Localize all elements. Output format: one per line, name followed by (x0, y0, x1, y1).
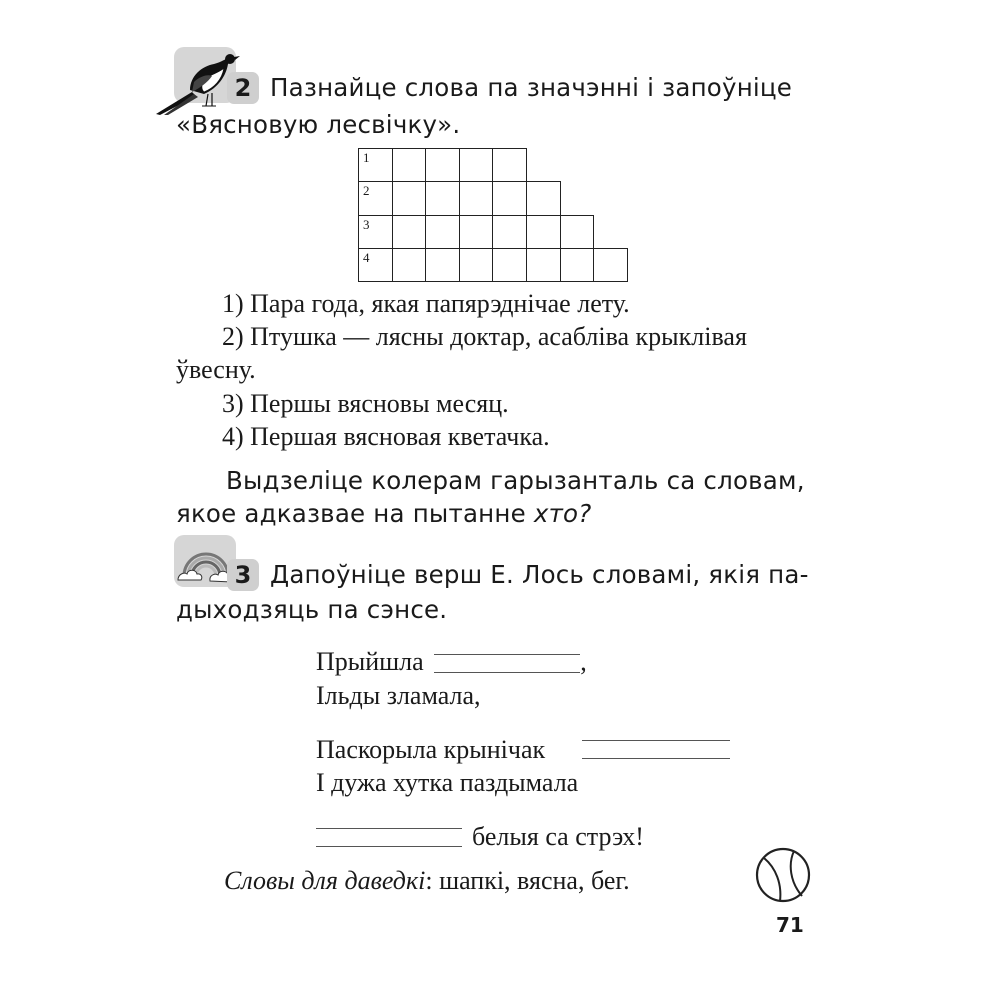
hint-line (224, 864, 630, 897)
ball-icon (754, 846, 812, 904)
poem-line1-comma: , (580, 647, 587, 676)
task2-title-line1: Пазнайце слова па значэнні і запоўніце (270, 73, 793, 102)
crossword-cell[interactable] (426, 182, 460, 215)
clue-2-continued: ўвесну. (176, 355, 256, 384)
hint-label: Словы для даведкі (224, 866, 426, 895)
poem-line-1 (316, 645, 587, 678)
crossword-empty-space (560, 182, 594, 215)
crossword-cell[interactable] (392, 215, 426, 248)
poem-line-3 (316, 733, 545, 766)
task2-instruction-line1: Выдзеліце колерам гарызанталь са словам, (226, 466, 805, 495)
poem-blank-3 (316, 828, 462, 847)
crossword-row (359, 248, 628, 281)
hint-words: : шапкі, вясна, бег. (425, 866, 630, 895)
crossword-cell[interactable] (426, 248, 460, 281)
crossword-empty-space (560, 149, 594, 182)
crossword-cell[interactable] (526, 215, 560, 248)
crossword-cell[interactable] (493, 248, 527, 281)
crossword-cell[interactable] (359, 149, 393, 182)
task2-instruction-line2 (176, 496, 591, 531)
task3-number-badge: 3 (227, 559, 259, 591)
poem-line1-text: Прыйшла (316, 647, 424, 676)
crossword-empty-space (594, 215, 628, 248)
task3-title-line1: Дапоўніце верш Е. Лось словамі, якія па- (270, 560, 809, 589)
instruction-text: якое адказвае на пытанне (176, 499, 526, 528)
crossword-row-number: 1 (363, 150, 370, 165)
crossword-cell[interactable] (426, 149, 460, 182)
crossword-cell[interactable] (359, 248, 393, 281)
crossword-cell[interactable] (493, 149, 527, 182)
task2-number-badge: 2 (227, 72, 259, 104)
crossword-cell[interactable] (560, 248, 594, 281)
clue-2: 2) Птушка — лясны доктар, асабліва крыклівая (222, 322, 747, 351)
poem-line-5: белыя са стрэх! (472, 822, 644, 851)
instruction-question: хто? (533, 499, 592, 528)
crossword-cell[interactable] (459, 149, 493, 182)
poem-blank-1 (430, 650, 580, 670)
task2-title-line2: «Вясновую лесвічку». (176, 110, 461, 139)
poem-line-4: І дужа хутка паздымала (316, 768, 579, 797)
crossword-cell[interactable] (459, 248, 493, 281)
crossword-row-number: 3 (363, 216, 370, 232)
crossword-row (359, 149, 628, 182)
poem-blank-2 (582, 740, 730, 759)
crossword-cell[interactable] (392, 248, 426, 281)
clue-3: 3) Першы вясновы месяц. (222, 389, 509, 418)
crossword-cell[interactable] (526, 248, 560, 281)
crossword-cell[interactable] (392, 182, 426, 215)
poem-line3-text: Паскорыла крынічак (316, 735, 546, 764)
crossword-staircase (358, 148, 628, 282)
crossword-cell[interactable] (359, 215, 393, 248)
crossword-cell[interactable] (493, 215, 527, 248)
crossword-cell[interactable] (359, 182, 393, 215)
crossword-cell[interactable] (459, 215, 493, 248)
crossword-cell[interactable] (493, 182, 527, 215)
crossword-empty-space (526, 149, 560, 182)
crossword-row-number: 4 (363, 249, 370, 265)
crossword-cell[interactable] (426, 215, 460, 248)
clue-4: 4) Першая вясновая кветачка. (222, 422, 550, 451)
crossword-empty-space (594, 149, 628, 182)
crossword-cell[interactable] (392, 149, 426, 182)
crossword-row (359, 215, 628, 248)
poem-line-2: Ільды зламала, (316, 681, 481, 710)
task3-title-line2: дыходзяць па сэнсе. (176, 595, 448, 624)
crossword-cell[interactable] (594, 248, 628, 281)
crossword-empty-space (594, 182, 628, 215)
crossword-row (359, 182, 628, 215)
crossword-row-number: 2 (363, 183, 370, 199)
crossword-cell[interactable] (459, 182, 493, 215)
crossword-cell[interactable] (526, 182, 560, 215)
clue-1: 1) Пара года, якая папярэднічае лету. (222, 289, 630, 318)
crossword-cell[interactable] (560, 215, 594, 248)
page-number: 71 (776, 913, 804, 937)
